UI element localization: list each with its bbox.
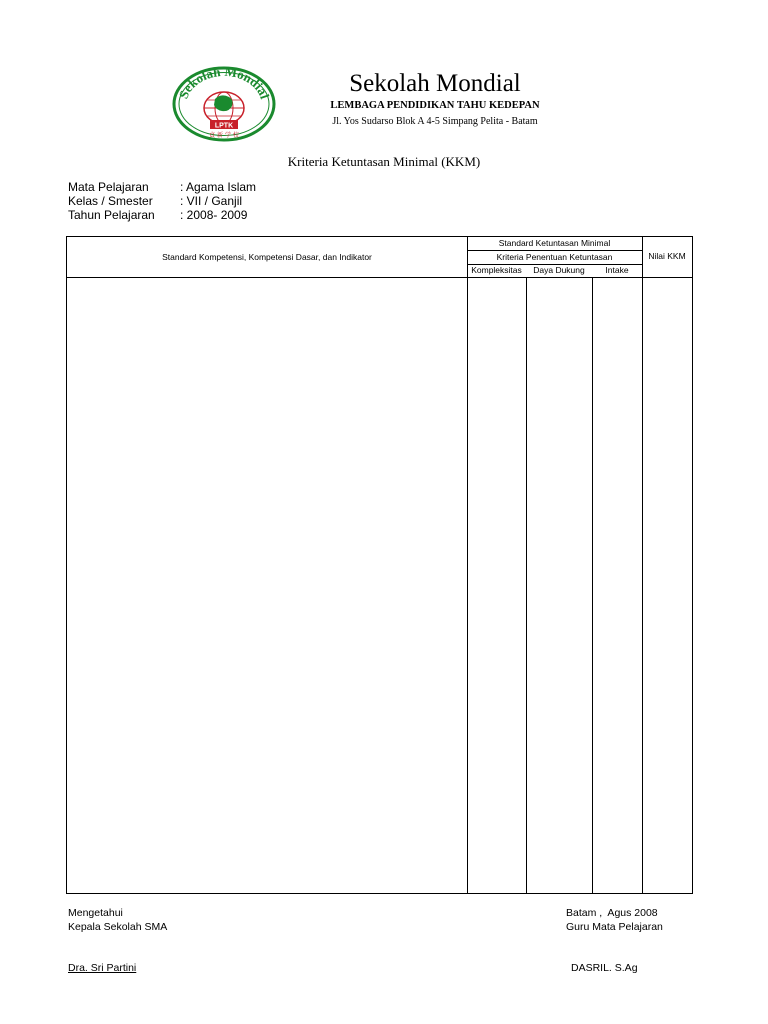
- footer-teacher-title: Guru Mata Pelajaran: [566, 921, 663, 933]
- info-key: Tahun Pelajaran: [68, 208, 155, 222]
- col-header-standard: Standard Ketuntasan Minimal: [498, 238, 611, 248]
- info-key: Mata Pelajaran: [68, 180, 149, 194]
- school-logo: [172, 66, 276, 142]
- table-divider: [467, 250, 642, 251]
- table-header-bottom: [67, 277, 692, 278]
- logo-arc-text: Sekolah Mondial: [175, 66, 273, 101]
- info-key: Kelas / Smester: [68, 194, 153, 208]
- table-divider: [467, 237, 468, 893]
- info-value: : VII / Ganjil: [180, 194, 243, 208]
- col-header-competency: Standard Kompetensi, Kompetensi Dasar, dan Indikator: [162, 252, 372, 262]
- logo-abbr: LPTK: [214, 122, 234, 130]
- institute-name: LEMBAGA PENDIDIKAN TAHU KEDEPAN: [330, 100, 540, 111]
- table-divider: [642, 237, 643, 893]
- info-value: : Agama Islam: [180, 180, 257, 194]
- footer-place-date: Batam , Agus 2008: [566, 907, 658, 919]
- document-title: Kriteria Ketuntasan Minimal (KKM): [287, 154, 481, 169]
- kkm-table: [66, 236, 693, 894]
- table-divider: [592, 277, 593, 893]
- col-header-support: Daya Dukung: [533, 265, 585, 275]
- info-row-subject: [68, 180, 256, 194]
- info-row-class: [68, 194, 256, 208]
- logo-chinese: 貞 新 学 校: [209, 132, 239, 139]
- col-header-kkm-value: Nilai KKM: [648, 251, 686, 261]
- col-header-complexity: Kompleksitas: [471, 265, 522, 275]
- principal-signature-name: Dra. Sri Partini: [68, 962, 137, 974]
- school-address: Jl. Yos Sudarso Blok A 4-5 Simpang Pelita - Batam: [332, 116, 538, 127]
- info-value: : 2008- 2009: [180, 208, 248, 222]
- info-block: [68, 180, 256, 222]
- teacher-signature-name: DASRIL. S.Ag: [571, 962, 638, 974]
- footer-acknowledge: Mengetahui: [68, 907, 123, 919]
- school-name: Sekolah Mondial: [349, 70, 521, 97]
- footer-principal-title: Kepala Sekolah SMA: [68, 921, 168, 933]
- col-header-criteria: Kriteria Penentuan Ketuntasan: [496, 252, 613, 262]
- col-header-intake: Intake: [605, 265, 629, 275]
- table-divider: [526, 277, 527, 893]
- info-row-year: [68, 208, 256, 222]
